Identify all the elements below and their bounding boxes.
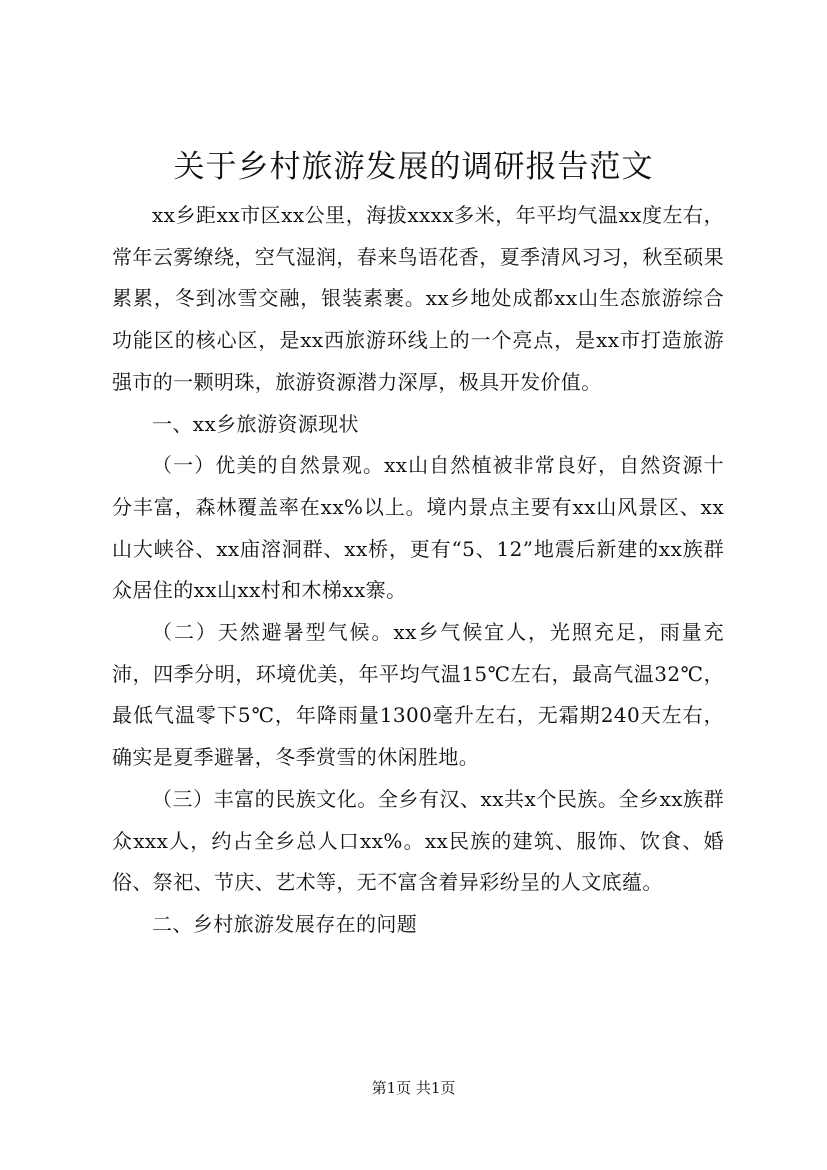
section-heading-1: 一、xx乡旅游资源现状 [152,411,359,436]
section-heading-2: 二、乡村旅游发展存在的问题 [152,911,418,936]
page-footer: 第1页 共1页 [371,1079,456,1097]
paragraph-natural-scenery: （一）优美的自然景观。xx山自然植被非常良好，自然资源十分丰富，森林覆盖率在xx%以上。境内景点主要有xx山风景区、xx山大峡谷、xx庙溶洞群、xx桥，更有“5、12”地震后新建的xx族群众居住的xx山xx村和木梯xx寨。 [112,453,724,603]
paragraph-intro: xx乡距xx市区xx公里，海拔xxxx多米，年平均气温xx度左右，常年云雾缭绕，空气湿润，春来鸟语花香，夏季清风习习，秋至硕果累累，冬到冰雪交融，银装素裹。xx乡地处成都xx山生态旅游综合功能区的核心区，是xx西旅游环线上的一个亮点，是xx市打造旅游强市的一颗明珠，旅游资源潜力深厚，极具开发价值。 [112,203,724,394]
paragraph-climate: （二）天然避暑型气候。xx乡气候宜人，光照充足，雨量充沛，四季分明，环境优美，年平均气温15℃左右，最高气温32℃，最低气温零下5℃，年降雨量1300毫升左右，无霜期240天左右，确实是夏季避暑，冬季赏雪的休闲胜地。 [112,620,724,770]
paragraph-culture: （三）丰富的民族文化。全乡有汉、xx共x个民族。全乡xx族群众xxx人，约占全乡总人口xx%。xx民族的建筑、服饰、饮食、婚俗、祭祀、节庆、艺术等，无不富含着异彩纷呈的人文底蕴。 [112,786,724,895]
document-title: 关于乡村旅游发展的调研报告范文 [173,149,654,185]
document-body [112,195,724,946]
